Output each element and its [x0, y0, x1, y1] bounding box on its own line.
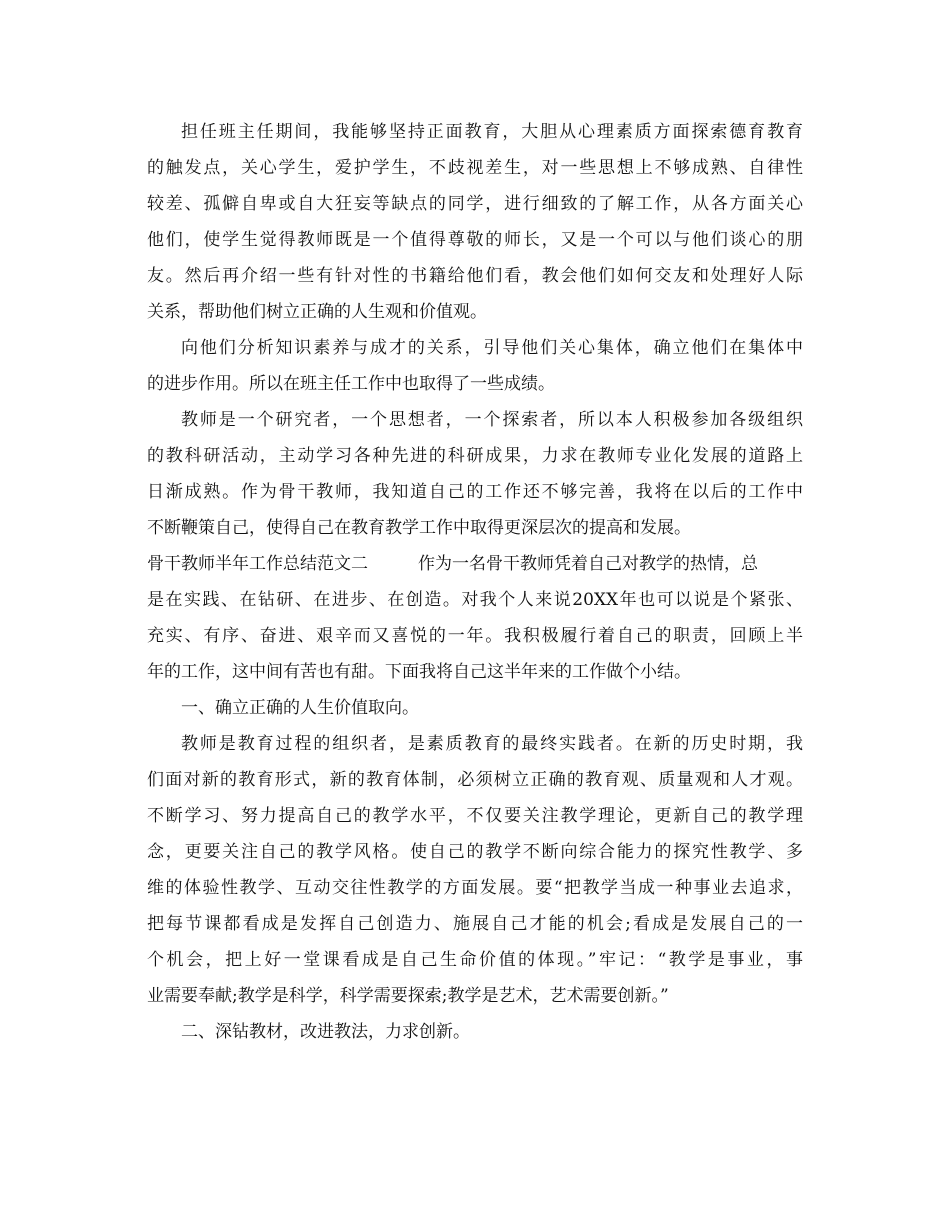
text-line: 教师是教育过程的组织者，是素质教育的最终实践者。在新的历史时期，我 — [181, 734, 803, 754]
text-line: 年的工作，这中间有苦也有甜。下面我将自己这半年来的工作做个小结。 — [147, 662, 691, 682]
text-line: 友。然后再介绍一些有针对性的书籍给他们看，教会他们如何交友和处理好人际 — [147, 266, 803, 286]
text-line: 不断鞭策自己，使得自己在教育教学工作中取得更深层次的提高和发展。 — [147, 518, 691, 538]
text-line: 不断学习、努力提高自己的教学水平，不仅要关注教学理论，更新自己的教学理 — [147, 806, 803, 826]
text-line: 关系，帮助他们树立正确的人生观和价值观。 — [147, 302, 487, 322]
text-line: 充实、有序、奋进、艰辛而又喜悦的一年。我积极履行着自己的职责，回顾上半 — [147, 626, 803, 646]
text-line: 念，更要关注自己的教学风格。使自己的教学不断向综合能力的探究性教学、多 — [147, 842, 803, 862]
section-title: 骨干教师半年工作总结范文二 — [147, 554, 368, 574]
text-line: 较差、孤僻自卑或自大狂妄等缺点的同学，进行细致的了解工作，从各方面关心 — [147, 194, 803, 214]
text-line: 业需要奉献;教学是科学，科学需要探索;教学是艺术，艺术需要创新。” — [147, 986, 669, 1006]
text-line: 个机会，把上好一堂课看成是自己生命价值的体现。”牢记：“教学是事业，事 — [147, 950, 803, 970]
text-line: 日渐成熟。作为骨干教师，我知道自己的工作还不够完善，我将在以后的工作中 — [147, 482, 803, 502]
text-line: 的教科研活动，主动学习各种先进的科研成果，力求在教师专业化发展的道路上 — [147, 446, 803, 466]
text-line: 教师是一个研究者，一个思想者，一个探索者，所以本人积极参加各级组织 — [181, 410, 803, 430]
section-heading-line — [147, 546, 803, 582]
section-intro-text: 作为一名骨干教师凭着自己对教学的热情，总 — [418, 554, 758, 574]
text-line: 把每节课都看成是发挥自己创造力、施展自己才能的机会;看成是发展自己的一 — [147, 914, 803, 934]
subheading-line: 二、深钻教材，改进教法，力求创新。 — [181, 1022, 470, 1042]
document-body — [147, 114, 803, 1050]
text-line: 的进步作用。所以在班主任工作中也取得了一些成绩。 — [147, 374, 555, 394]
text-line: 们面对新的教育形式，新的教育体制，必须树立正确的教育观、质量观和人才观。 — [147, 770, 803, 790]
text-line: 的触发点，关心学生，爱护学生，不歧视差生，对一些思想上不够成熟、自律性 — [147, 158, 803, 178]
text-line: 他们，使学生觉得教师既是一个值得尊敬的师长，又是一个可以与他们谈心的朋 — [147, 230, 803, 250]
text-line: 是在实践、在钻研、在进步、在创造。对我个人来说20XX年也可以说是个紧张、 — [147, 590, 803, 610]
text-line: 维的体验性教学、互动交往性教学的方面发展。要“把教学当成一种事业去追求， — [147, 878, 803, 898]
subheading-line: 一、确立正确的人生价值取向。 — [181, 698, 419, 718]
text-line: 担任班主任期间，我能够坚持正面教育，大胆从心理素质方面探索德育教育 — [181, 122, 803, 142]
text-line: 向他们分析知识素养与成才的关系，引导他们关心集体，确立他们在集体中 — [181, 338, 803, 358]
